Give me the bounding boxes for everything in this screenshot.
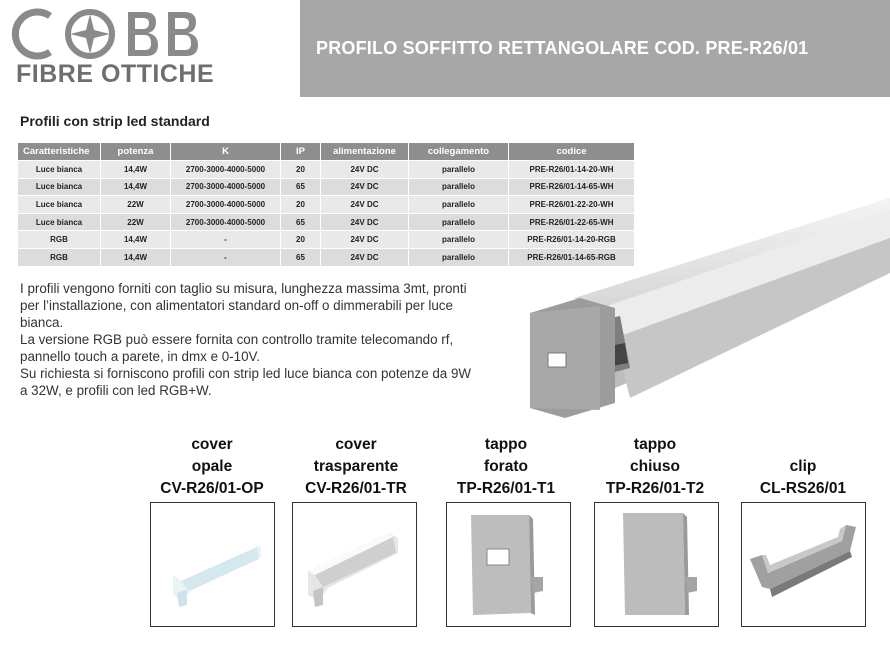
table-header-row xyxy=(18,143,635,161)
table-cell: PRE-R26/01-14-65-WH xyxy=(509,178,635,196)
table-cell: 24V DC xyxy=(321,178,409,196)
table-cell: 20 xyxy=(281,231,321,249)
table-cell: RGB xyxy=(18,248,101,266)
table-cell: parallelo xyxy=(409,248,509,266)
table-cell: 2700-3000-4000-5000 xyxy=(171,196,281,214)
table-cell: 65 xyxy=(281,213,321,231)
table-row xyxy=(18,161,635,179)
table-cell: 24V DC xyxy=(321,196,409,214)
clip-image xyxy=(741,502,866,627)
table-cell: parallelo xyxy=(409,213,509,231)
accessory-transparent-cover xyxy=(286,434,426,500)
table-cell: PRE-R26/01-14-65-RGB xyxy=(509,248,635,266)
description-line: I profili vengono forniti con taglio su misura, lunghezza massima 3mt, pronti xyxy=(20,281,467,296)
accessory-code: TP-R26/01-T2 xyxy=(605,480,705,497)
table-cell: 20 xyxy=(281,196,321,214)
transparent-cover-image xyxy=(292,502,417,627)
description-line: La versione RGB può essere fornita con controllo tramite telecomando rf, xyxy=(20,332,454,347)
column-header: Caratteristiche xyxy=(18,143,101,161)
table-cell: Luce bianca xyxy=(18,178,101,196)
accessory-end-cap-closed xyxy=(585,434,725,500)
end-cap-closed-icon xyxy=(595,503,717,625)
accessory-opal-cover xyxy=(142,434,282,500)
column-header: potenza xyxy=(101,143,171,161)
table-cell: Luce bianca xyxy=(18,213,101,231)
column-header: K xyxy=(171,143,281,161)
table-cell: 20 xyxy=(281,161,321,179)
page-title: PROFILO SOFFITTO RETTANGOLARE COD. PRE-R26/01 xyxy=(316,38,809,58)
transparent-cover-icon xyxy=(293,503,415,625)
table-cell: PRE-R26/01-14-20-RGB xyxy=(509,231,635,249)
table-cell: parallelo xyxy=(409,161,509,179)
table-cell: Luce bianca xyxy=(18,161,101,179)
profile-product-image xyxy=(520,198,890,418)
table-cell: 14,4W xyxy=(101,231,171,249)
column-header: codice xyxy=(509,143,635,161)
accessory-title: cover opale xyxy=(191,436,233,475)
table-cell: PRE-R26/01-14-20-WH xyxy=(509,161,635,179)
table-cell: 24V DC xyxy=(321,213,409,231)
table-cell: 14,4W xyxy=(101,161,171,179)
table-cell: - xyxy=(171,231,281,249)
accessory-code: TP-R26/01-T1 xyxy=(456,480,556,497)
table-cell: 22W xyxy=(101,213,171,231)
accessory-code: CV-R26/01-TR xyxy=(305,480,407,497)
table-cell: 2700-3000-4000-5000 xyxy=(171,213,281,231)
end-cap-closed-image xyxy=(594,502,719,627)
description-line: Su richiesta si forniscono profili con strip led luce bianca con potenze da 9W xyxy=(20,366,472,381)
table-cell: Luce bianca xyxy=(18,196,101,214)
opal-cover-icon xyxy=(151,503,273,625)
column-header: alimentazione xyxy=(321,143,409,161)
column-header: collegamento xyxy=(409,143,509,161)
table-cell: 14,4W xyxy=(101,248,171,266)
table-cell: PRE-R26/01-22-65-WH xyxy=(509,213,635,231)
description-line: per l’installazione, con alimentatori standard on-off o dimmerabili per luce xyxy=(20,298,453,313)
table-cell: parallelo xyxy=(409,196,509,214)
table-cell: PRE-R26/01-22-20-WH xyxy=(509,196,635,214)
table-cell: 24V DC xyxy=(321,231,409,249)
table-cell: 24V DC xyxy=(321,161,409,179)
column-header: IP xyxy=(281,143,321,161)
table-cell: 65 xyxy=(281,248,321,266)
description-line: pannello touch a parete, in dmx e 0-10V. xyxy=(20,349,260,364)
table-cell: 24V DC xyxy=(321,248,409,266)
brand-logo xyxy=(0,0,300,97)
table-cell: parallelo xyxy=(409,231,509,249)
end-cap-holed-image xyxy=(446,502,571,627)
table-cell: - xyxy=(171,248,281,266)
accessory-code: CL-RS26/01 xyxy=(759,480,847,497)
logo-subtitle: FIBRE OTTICHE xyxy=(16,60,215,88)
mounting-clip-icon xyxy=(742,503,864,625)
table-cell: 14,4W xyxy=(101,178,171,196)
table-cell: 22W xyxy=(101,196,171,214)
section-title: Profili con strip led standard xyxy=(20,113,210,129)
table-row xyxy=(18,178,635,196)
description-line: bianca. xyxy=(20,315,64,330)
table-cell: 65 xyxy=(281,178,321,196)
description-text xyxy=(20,280,540,399)
table-cell: parallelo xyxy=(409,178,509,196)
opal-cover-image xyxy=(150,502,275,627)
accessory-code: CV-R26/01-OP xyxy=(160,480,264,497)
table-cell: 2700-3000-4000-5000 xyxy=(171,178,281,196)
cobb-logo-icon xyxy=(8,4,208,64)
description-line: a 32W, e profili con led RGB+W. xyxy=(20,383,212,398)
accessory-title: tappo forato xyxy=(484,436,528,475)
accessory-end-cap-holed xyxy=(436,434,576,500)
table-cell: 2700-3000-4000-5000 xyxy=(171,161,281,179)
table-cell: RGB xyxy=(18,231,101,249)
end-cap-holed-icon xyxy=(447,503,569,625)
accessory-title: cover trasparente xyxy=(313,436,399,475)
accessory-title: clip xyxy=(789,458,817,475)
header-band xyxy=(300,0,890,97)
accessory-clip xyxy=(733,456,873,500)
accessory-title: tappo chiuso xyxy=(630,436,680,475)
